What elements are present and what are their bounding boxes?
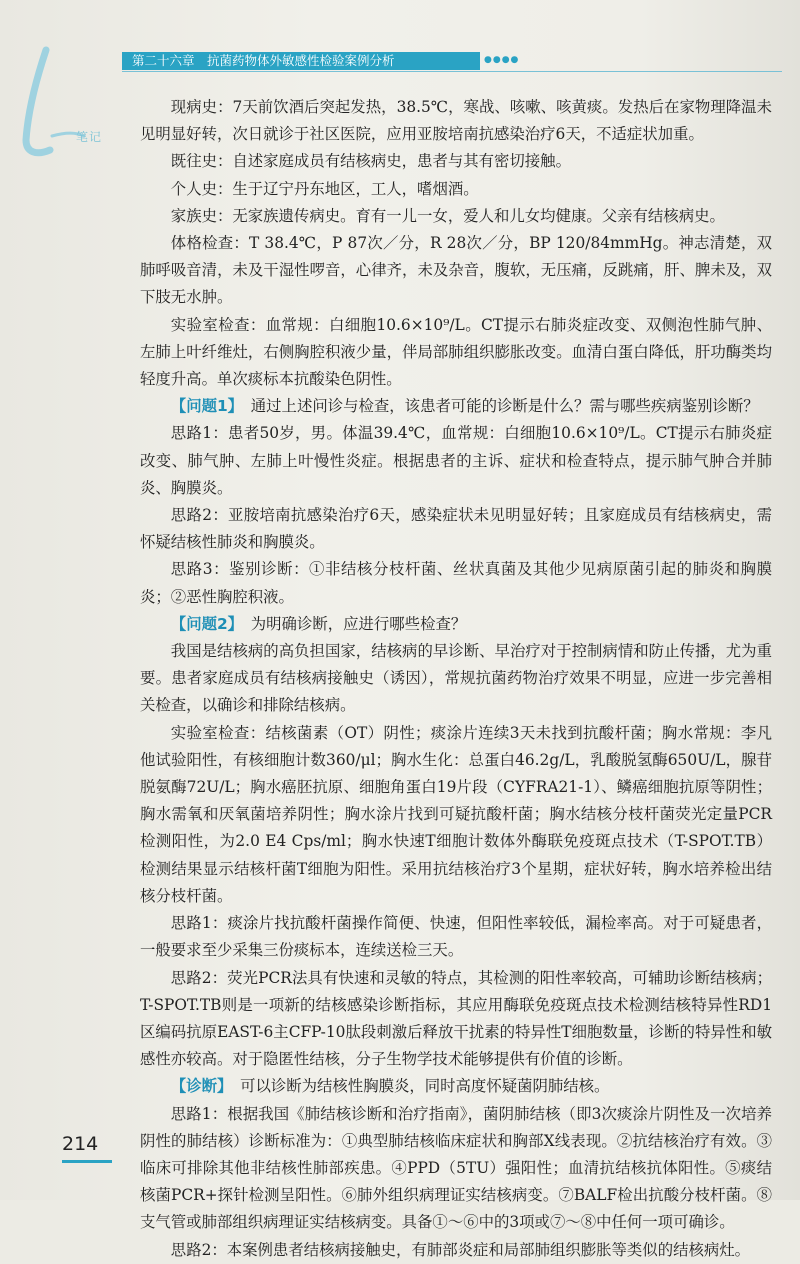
chapter-title: 第二十六章 抗菌药物体外敏感性检验案例分析 bbox=[132, 53, 395, 68]
paragraph-text: 实验室检查：血常规：白细胞10.6×10⁹/L。CT提示右肺炎症改变、双侧泡性肺气肿、左肺上叶纤维灶，右侧胸腔积液少量，伴局部肺组织膨胀改变。血清白蛋白降低，肝功酶类均轻度升高。单次痰标本抗酸染色阴性。 bbox=[140, 315, 772, 389]
paragraph-text: 可以诊断为结核性胸膜炎，同时高度怀疑菌阴肺结核。 bbox=[224, 1077, 610, 1096]
paragraph-text: 体格检查：T 38.4℃，P 87次／分，R 28次／分，BP 120/84mmHg。神志清楚，双肺呼吸音清，未及干湿性啰音，心律齐，未及杂音，腹软，无压痛，反跳痛，肝、脾未及，双下肢无水肿。 bbox=[140, 234, 772, 307]
body-paragraph bbox=[140, 230, 772, 312]
body-paragraph bbox=[140, 176, 772, 203]
paragraph-text: 思路3：鉴别诊断：①非结核分枝杆菌、丝状真菌及其他少见病原菌引起的肺炎和胸膜炎；②恶性胸腔积液。 bbox=[140, 560, 772, 606]
body-paragraph bbox=[140, 312, 772, 394]
paragraph-text: 为明确诊断，应进行哪些检查？ bbox=[235, 614, 467, 633]
paragraph-text: 思路2：亚胺培南抗感染治疗6天，感染症状未见明显好转；且家庭成员有结核病史，需怀疑结核性肺炎和胸膜炎。 bbox=[140, 506, 772, 552]
paragraph-text: 思路1：患者50岁，男。体温39.4℃，血常规：白细胞10.6×10⁹/L。CT提示右肺炎症改变、肺气肿、左肺上叶慢性炎症。根据患者的主诉、症状和检查特点，提示肺气肿合并肺炎、胸膜炎。 bbox=[140, 424, 772, 497]
paragraph-text: 个人史：生于辽宁丹东地区，工人，嗜烟酒。 bbox=[170, 179, 479, 198]
section-tag: 【问题2】 bbox=[170, 614, 236, 633]
question-paragraph bbox=[140, 393, 772, 420]
paragraph-text: 我国是结核病的高负担国家，结核病的早诊断、早治疗对于控制病情和防止传播，尤为重要。患者家庭成员有结核病接触史（诱因），常规抗菌药物治疗效果不明显，应进一步完善相关检查，以确诊和排除结核病。 bbox=[140, 642, 772, 715]
footer-rule bbox=[62, 1160, 112, 1163]
paragraph-text: 思路1：痰涂片找抗酸杆菌操作简便、快速，但阳性率较低，漏检率高。对于可疑患者，一般要求至少采集三份痰标本，连续送检三天。 bbox=[140, 914, 772, 960]
body-paragraph bbox=[140, 420, 772, 502]
section-tag: 【问题1】 bbox=[170, 397, 236, 416]
chapter-header bbox=[122, 52, 480, 70]
body-paragraph bbox=[140, 1237, 772, 1264]
body-paragraph bbox=[140, 638, 772, 720]
body-paragraph bbox=[140, 720, 772, 910]
notes-margin-decoration bbox=[6, 40, 116, 170]
header-rule bbox=[122, 71, 782, 72]
paragraph-text: 实验室检查：结核菌素（OT）阴性；痰涂片连续3天未找到抗酸杆菌；胸水常规：李凡他试验阳性，有核细胞计数360/μl；胸水生化：总蛋白46.2g/L，乳酸脱氢酶650U/L，腺苷脱氨酶72U/L；胸水癌胚抗原、细胞角蛋白19片段（CYFRA21-1）、鳞癌细胞抗原等阴性；胸水需氧和厌氧菌培养阴性；胸水涂片找到可疑抗酸杆菌；胸水结核分枝杆菌荧光定量PCR检测阳性，为2.0 E4 Cps/ml；胸水快速T细胞计数体外酶联免疫斑点技术（T-SPOT.TB）检测结果显示结核杆菌T细胞为阳性。采用抗结核治疗3个星期，症状好转，胸水培养检出结核分枝杆菌。 bbox=[140, 723, 772, 905]
question-paragraph bbox=[140, 1073, 772, 1100]
body-paragraph bbox=[140, 203, 772, 230]
document-body bbox=[140, 94, 772, 1264]
paragraph-text: 既往史：自述家庭成员有结核病史，患者与其有密切接触。 bbox=[170, 152, 571, 171]
body-paragraph bbox=[140, 148, 772, 175]
header-dots: ●●●● bbox=[484, 55, 520, 65]
body-paragraph bbox=[140, 1101, 772, 1237]
body-paragraph bbox=[140, 502, 772, 556]
question-paragraph bbox=[140, 611, 772, 638]
paragraph-text: 思路2：本案例患者结核病接触史，有肺部炎症和局部肺组织膨胀等类似的结核病灶。 bbox=[170, 1240, 751, 1259]
paragraph-text: 思路2：荧光PCR法具有快速和灵敏的特点，其检测的阳性率较高，可辅助诊断结核病；T-SPOT.TB则是一项新的结核感染诊断指标，其应用酶联免疫斑点技术检测结核特异性RD1区编码抗原EAST-6主CFP-10肽段刺激后释放干扰素的特异性T细胞数量，诊断的特异性和敏感性亦较高。对于隐匿性结核，分子生物学技术能够提供有价值的诊断。 bbox=[140, 968, 772, 1069]
paragraph-text: 通过上述问诊与检查，该患者可能的诊断是什么？需与哪些疾病鉴别诊断？ bbox=[235, 397, 759, 416]
body-paragraph bbox=[140, 910, 772, 964]
body-paragraph bbox=[140, 556, 772, 610]
notes-margin-label: 笔记 bbox=[76, 130, 103, 144]
paragraph-text: 家族史：无家族遗传病史。育有一儿一女，爱人和儿女均健康。父亲有结核病史。 bbox=[170, 206, 725, 225]
page-number: 214 bbox=[62, 1133, 99, 1155]
paragraph-text: 思路1：根据我国《肺结核诊断和治疗指南》，菌阴肺结核（即3次痰涂片阴性及一次培养阴性的肺结核）诊断标准为：①典型肺结核临床症状和胸部X线表现。②抗结核治疗有效。③临床可排除其他非结核性肺部疾患。④PPD（5TU）强阳性；血清抗结核抗体阳性。⑤痰结核菌PCR+探针检测呈阳性。⑥肺外组织病理证实结核病变。⑦BALF检出抗酸分枝杆菌。⑧支气管或肺部组织病理证实结核病变。具备①～⑥中的3项或⑦～⑧中任何一项可确诊。 bbox=[140, 1104, 772, 1232]
body-paragraph bbox=[140, 965, 772, 1074]
body-paragraph bbox=[140, 94, 772, 148]
section-tag: 【诊断】 bbox=[170, 1077, 225, 1096]
paragraph-text: 现病史：7天前饮酒后突起发热，38.5℃，寒战、咳嗽、咳黄痰。发热后在家物理降温未见明显好转，次日就诊于社区医院，应用亚胺培南抗感染治疗6天，不适症状加重。 bbox=[140, 98, 772, 144]
